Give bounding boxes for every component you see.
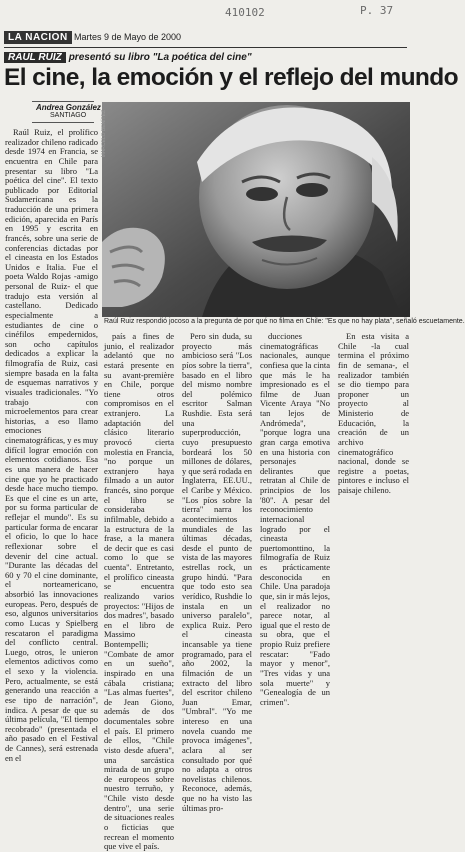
article-column-4 — [260, 331, 330, 707]
portrait-photo — [102, 102, 410, 317]
article-column-1 — [5, 127, 98, 763]
article-column-2 — [104, 331, 174, 852]
photo-caption: Raúl Ruiz respondió jocoso a la pregunta de por qué no filma en Chile: "Es que no hay plata", señaló escuetamente. — [104, 318, 465, 325]
header-rule — [4, 47, 407, 48]
page-number: P. 37 — [360, 4, 394, 17]
byline-rule-top — [32, 101, 94, 102]
article-text: ducciones cinematográficas nacionales, aunque confiesa que la cinta que más le ha impresionado es el filme de Juan Vicente Araya "No tan lejos de Andrómeda", "porque logra una gran carga emotiva en una historia con personajes delirantes que retratan al Chile de principios de los '80". A pesar del reconocimiento internacional logrado por el cineasta puertomonttino, la filmografía de Ruiz es prácticamente desconocida en Chile. Una paradoja que, sin ir más lejos, el realizador no parece notar, al igual que el resto de su obra, que el propio Ruiz prefiere rescatar: "Fado mayor y menor", "Tres vidas y una sola muerte" y "Genealogía de un crimen". — [260, 331, 330, 707]
dateline: Martes 9 de Mayo de 2000 — [74, 32, 182, 42]
byline-author: Andrea González — [36, 103, 101, 112]
byline-city: SANTIAGO — [50, 112, 87, 119]
kicker-tag: RAUL RUIZ — [4, 52, 66, 63]
article-text: país a fines de junio, el realizador adelantó que no estará presente en su avant-première en Chile, porque tiene otros compromisos en el extranjero. La adaptación del clásico literario provocó cierta molestia en Francia, "no porque un extranjero haya filmado a un autor francés, sino porque el libro se consideraba infilmable, debido a la estructura de la frase, a la manera de decir que es casi como lo que se cuenta". Entretanto, el prolífico cineasta se encuentra realizando varios proyectos: "Hijos de dos madres", basado en el libro de Massimo Bontempelli; "Combate de amor en un sueño", inspirado en una cábala cristiana; "Las almas fuertes", de Jean Giono, además de dos documentales sobre el país. El primero de ellos, "Chile visto desde afuera", una sarcástica mirada de un grupo de europeos sobre nuestro terruño, y "Chile visto desde dentro", una serie de situaciones reales o ficticias que recrean el momento que vive el país. — [104, 331, 174, 852]
newspaper-logo: LA NACION — [4, 31, 72, 44]
kicker-text: presentó su libro "La poética del cine" — [68, 52, 252, 63]
headline: El cine, la emoción y el reflejo del mundo — [4, 64, 459, 91]
byline-rule-bottom — [32, 122, 94, 123]
article-text: En esta visita a Chile -la cual termina el próximo fin de semana-, el realizador también se dio tiempo para proponer un proyecto al Ministerio de Educación, la creación de un archivo cinematográfico nacional, donde se registre a poetas, pintores e incluso el paisaje chileno. — [338, 331, 409, 495]
article-column-3 — [182, 331, 252, 813]
article-text: Pero sin duda, su proyecto más ambicioso será "Los píos sobre la tierra", basado en el libro del mismo nombre del polémico escritor Salman Rushdie. Esta será una superproducción, cuyo presupuesto bordeará los 50 millones de dólares, y que será rodada en Inglaterra, EE.UU., el Caribe y México. "Los píos sobre la tierra" narra los acontecimientos mundiales de las últimas décadas, desde el punto de vista de las mayores estrellas rock, un grupo hindú. "Para que todo esto sea verídico, Rushdie lo instala en un universo paralelo", explica Ruiz. Pero el cineasta incansable ya tiene programado, para el año 2002, la filmación de un extracto del libro del escritor chileno Juan Emar, "Umbral". "Yo me intereso en una novela cuando me provoca imágenes", aclara al ser consultado por qué no adapta a otros novelistas chilenos. Reconoce, además, que no ha visto las últimas pro- — [182, 331, 252, 813]
article-column-5 — [338, 332, 409, 598]
article-text: Raúl Ruiz, el prolífico realizador chileno radicado desde 1974 en Francia, se encuentra en Chile para presentar su libro "La poética del cine". El texto publicado por Editorial Sudamericana es la traducción de una primera edición, aparecida en París en 1995 y escrita en francés, sobre una serie de conferencias dictadas por el cineasta en los Estados Unidos e Italia. Fue el poeta Waldo Rojas -amigo personal de Ruiz- el que tradujo esta versión al castellano. Dedicado especialmente a estudiantes de cine o cinéfilos empedernidos, son ocho capítulos dedicados a explicar la filmografía de Ruiz, casi siempre basada en la falta de esquemas narrativos y visuales tradicionales. "Yo trabajo con microelementos para crear historias, a eso llamo emociones cinematográficas, y es muy difícil lograr emoción con elementos cotidianos. Esa es una manera de hacer cine que yo he practicado desde hace mucho tiempo. Es que el cine es un arte, por su forma particular de reflejar el mundo". Es su particular forma de encarar el oficio, lo que lo hace reflexionar sobre el devenir del cine actual. "Durante las décadas del 60 y 70 el cine dominante, el norteamericano, absorbió las innovaciones europeas. Pero, después de eso, algunos universitarios como Lucas y Spielberg rescataron el paradigma del conflicto central. Luego, otros, le unieron elementos adictivos como el sexo y la violencia. Pero, actualmente, se está generando una reacción a ese tipo de narración", indica. A pesar de que su última película, "El tiempo recobrado" (presentada el año pasado en el Festival de Cannes), será estrenada en el — [5, 127, 98, 763]
photo-credit: MARCELO BENÍTEZ — [101, 110, 107, 158]
archive-code: 410102 — [225, 6, 265, 19]
